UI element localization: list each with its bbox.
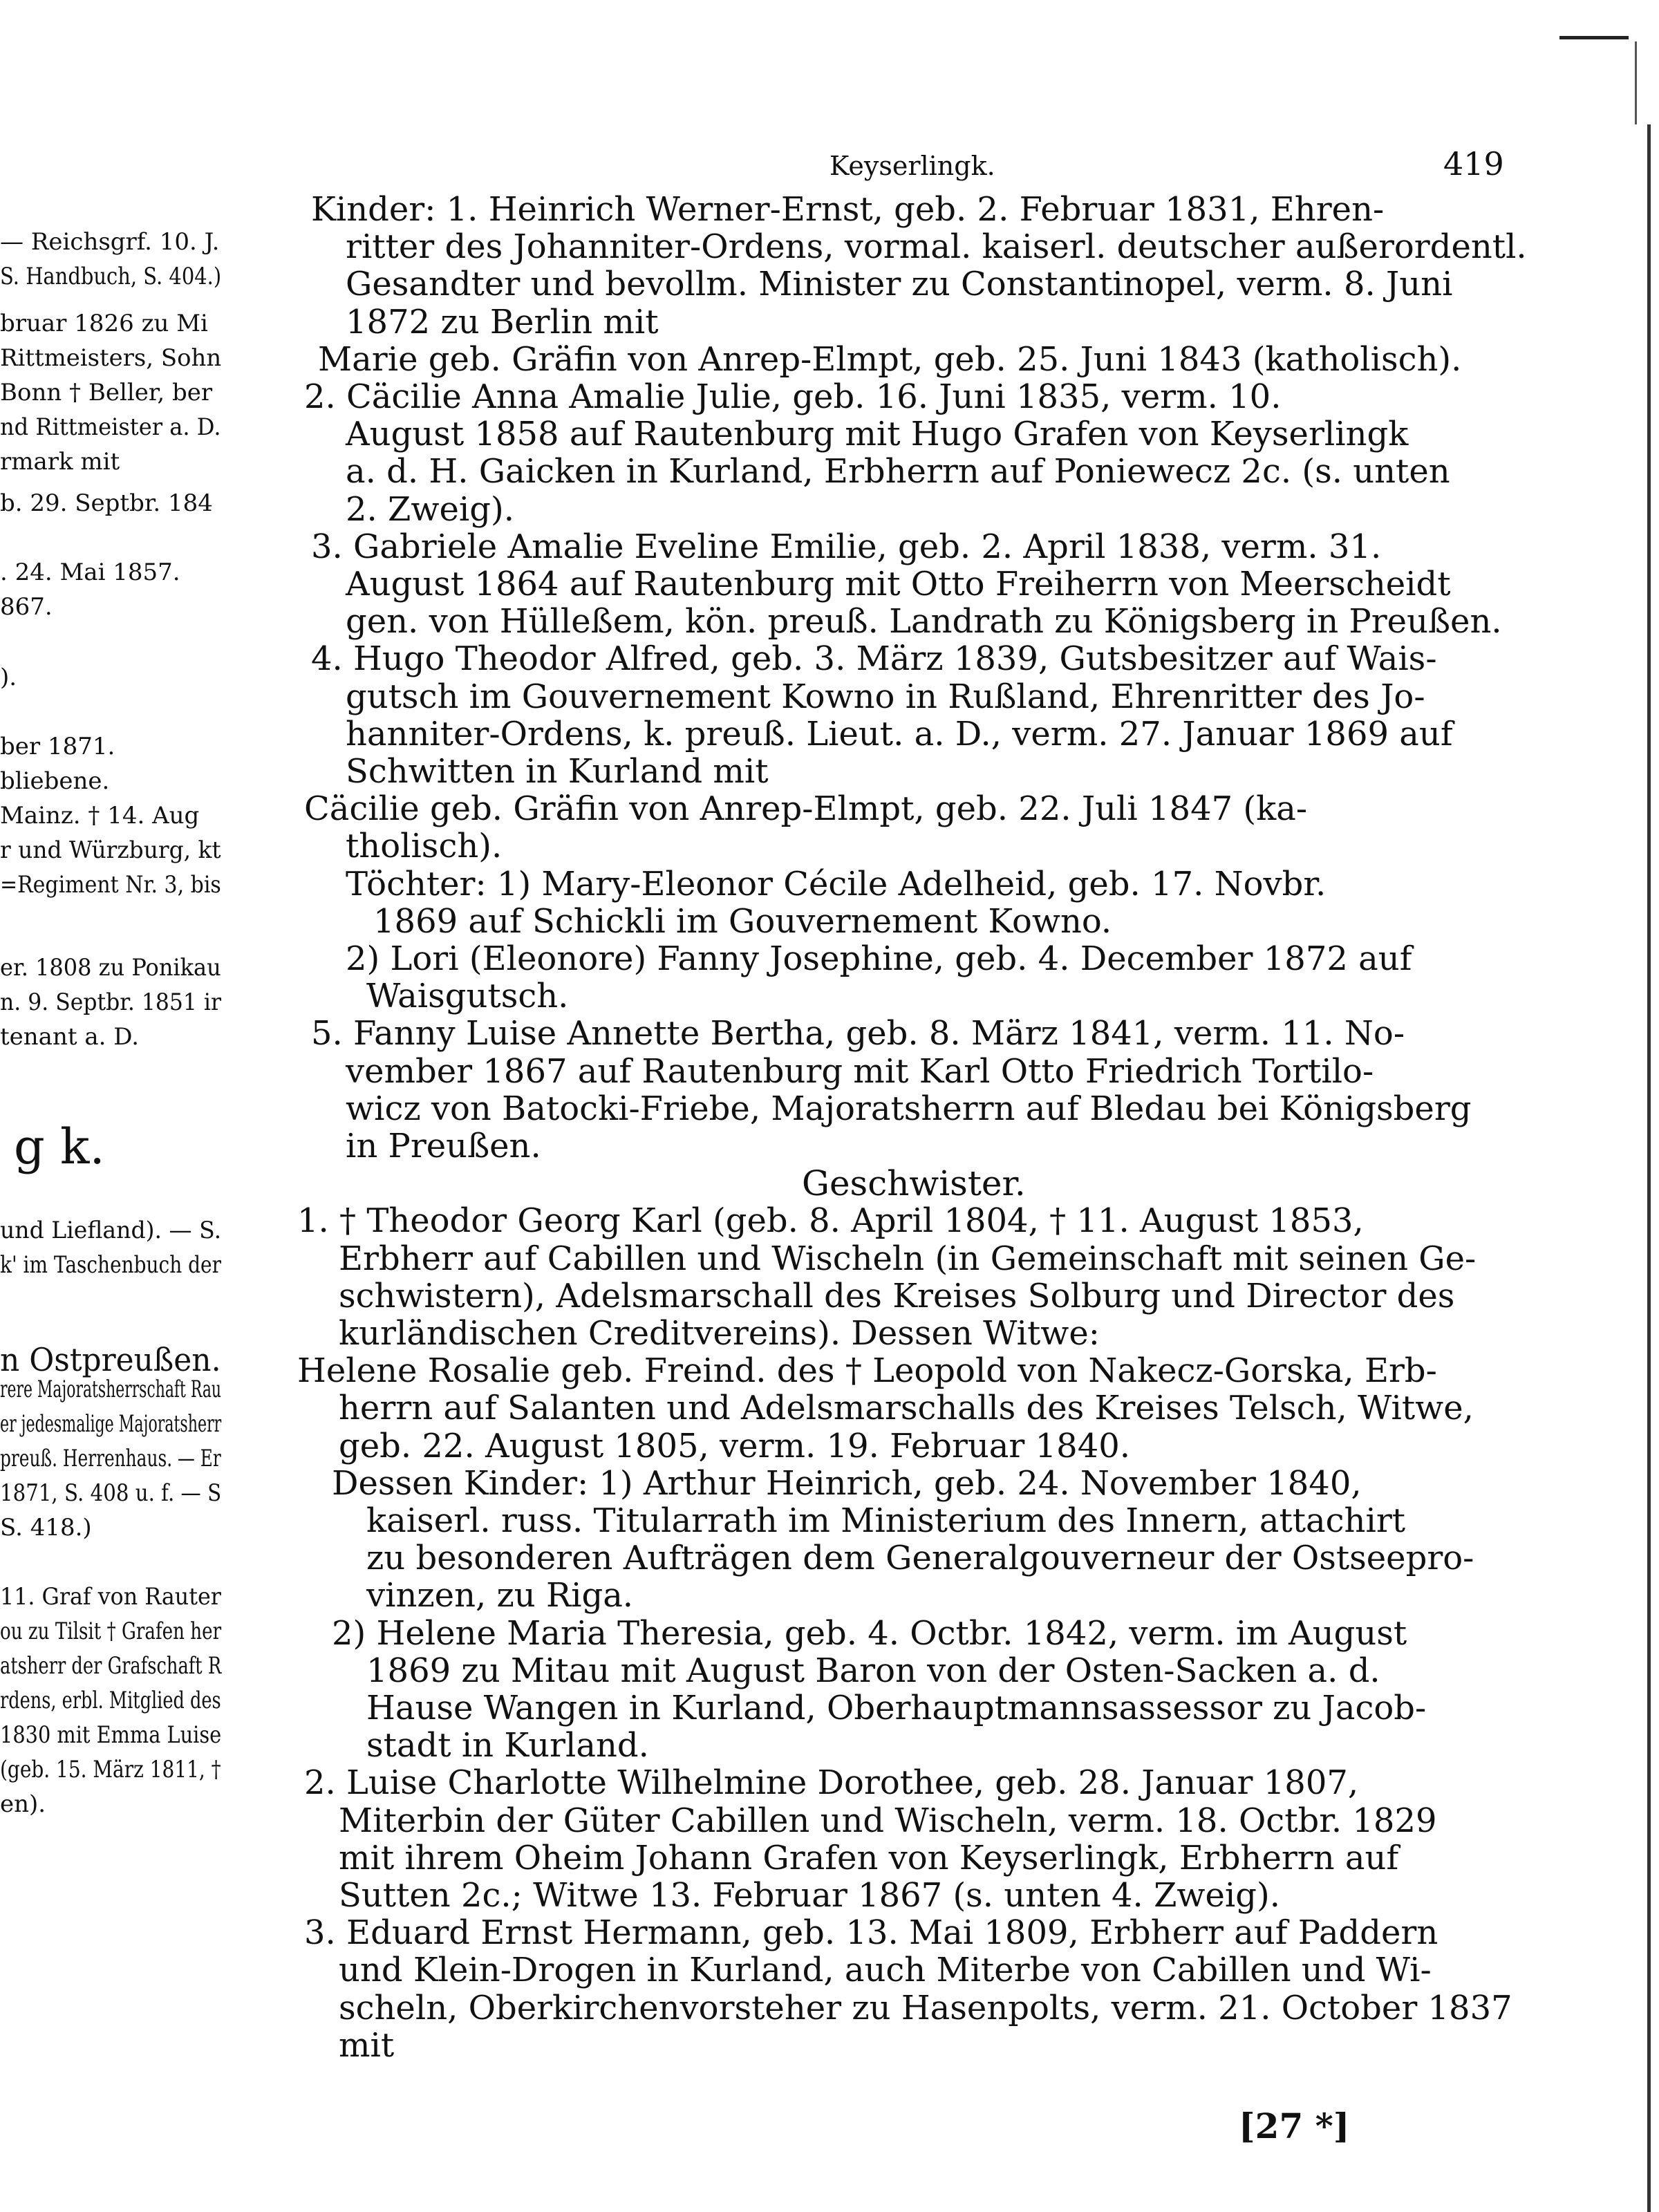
text-line: Hause Wangen in Kurland, Oberhauptmannsassessor zu Jacob- xyxy=(366,1689,1427,1727)
text-line: Gesandter und bevollm. Minister zu Constantinopel, verm. 8. Juni xyxy=(346,265,1453,303)
text-line: Schwitten in Kurland mit xyxy=(346,752,769,791)
text-line: 3. Gabriele Amalie Eveline Emilie, geb. 2. April 1838, verm. 31. xyxy=(311,527,1382,566)
previous-page-line: n. 9. Septbr. 1851 ir xyxy=(0,988,221,1016)
signature-mark: [27 *] xyxy=(1239,2106,1350,2146)
text-line: kurländischen Creditvereins). Dessen Witwe: xyxy=(339,1314,1100,1353)
previous-page-line: Mainz. † 14. Aug xyxy=(0,802,200,830)
text-line: August 1858 auf Rautenburg mit Hugo Grafen von Keyserlingk xyxy=(346,415,1409,453)
text-line: wicz von Batocki-Friebe, Majoratsherrn auf Bledau bei Königsberg xyxy=(346,1089,1472,1128)
text-line: vinzen, zu Riga. xyxy=(366,1576,634,1615)
previous-page-line: Rittmeisters, Sohn xyxy=(0,344,222,372)
text-line: Dessen Kinder: 1) Arthur Heinrich, geb. 24. November 1840, xyxy=(332,1464,1362,1503)
previous-page-line: er. 1808 zu Ponikau xyxy=(0,954,221,982)
text-line: vember 1867 auf Rautenburg mit Karl Otto Friedrich Tortilo- xyxy=(346,1052,1374,1091)
text-line: mit ihrem Oheim Johann Grafen von Keyserlingk, Erbherrn auf xyxy=(339,1839,1399,1877)
text-line: August 1864 auf Rautenburg mit Otto Freiherrn von Meerscheidt xyxy=(346,565,1451,603)
text-line: ritter des Johanniter-Ordens, vormal. kaiserl. deutscher außerordentl. xyxy=(346,227,1527,266)
previous-page-line: n Ostpreußen. xyxy=(0,1341,221,1378)
previous-page-line: 11. Graf von Rauter xyxy=(0,1583,221,1611)
text-line: 1869 zu Mitau mit August Baron von der Osten-Sacken a. d. xyxy=(366,1651,1380,1690)
previous-page-line: ou zu Tilsit † Grafen her xyxy=(0,1618,222,1645)
previous-page-line: =Regiment Nr. 3, bis xyxy=(0,871,221,899)
previous-page-line: 1830 mit Emma Luise xyxy=(0,1721,222,1749)
previous-page-line: — Reichsgrf. 10. J. xyxy=(0,228,220,256)
text-line: Marie geb. Gräfin von Anrep-Elmpt, geb. 25. Juni 1843 (katholisch). xyxy=(318,340,1462,379)
text-line: Töchter: 1) Mary-Eleonor Cécile Adelheid, geb. 17. Novbr. xyxy=(346,865,1327,903)
previous-page-line: S. 418.) xyxy=(0,1514,92,1541)
previous-page-line: ber 1871. xyxy=(0,733,115,760)
previous-page-line: rdens, erbl. Mitglied des xyxy=(0,1687,221,1714)
text-line: scheln, Oberkirchenvorsteher zu Hasenpolts, verm. 21. October 1837 xyxy=(339,1989,1512,2027)
previous-page-line: tenant a. D. xyxy=(0,1023,140,1051)
text-line: Erbherr auf Cabillen und Wischeln (in Gemeinschaft mit seinen Ge- xyxy=(339,1239,1477,1278)
text-line: 2) Lori (Eleonore) Fanny Josephine, geb. 4. December 1872 auf xyxy=(346,939,1412,978)
previous-page-line: er jedesmalige Majoratsherr xyxy=(0,1410,222,1438)
previous-page-line: nd Rittmeister a. D. xyxy=(0,413,221,441)
previous-page-line: atsherr der Grafschaft R xyxy=(0,1652,222,1680)
text-line: hanniter-Ordens, k. preuß. Lieut. a. D., verm. 27. Januar 1869 auf xyxy=(346,715,1453,753)
running-head: Keyserlingk. xyxy=(830,151,995,181)
previous-page-line: (geb. 15. März 1811, † xyxy=(0,1756,221,1783)
text-line: mit xyxy=(339,2026,395,2065)
previous-page-line: k' im Taschenbuch der xyxy=(0,1251,221,1279)
text-line: zu besonderen Aufträgen dem Generalgouverneur der Ostseepro- xyxy=(366,1539,1474,1577)
text-line: gen. von Hülleßem, kön. preuß. Landrath zu Königsberg in Preußen. xyxy=(346,602,1502,641)
text-line: 1869 auf Schickli im Gouvernement Kowno. xyxy=(373,902,1112,941)
text-line: in Preußen. xyxy=(346,1127,541,1165)
text-line: gutsch im Gouvernement Kowno in Rußland, Ehrenritter des Jo- xyxy=(346,677,1425,716)
previous-page-line: rmark mit xyxy=(0,448,120,476)
text-line: 2. Zweig). xyxy=(346,490,514,529)
text-line: Miterbin der Güter Cabillen und Wischeln, verm. 18. Octbr. 1829 xyxy=(339,1801,1437,1840)
text-line: Kinder: 1. Heinrich Werner-Ernst, geb. 2. Februar 1831, Ehren- xyxy=(311,190,1385,229)
text-line: 2. Cäcilie Anna Amalie Julie, geb. 16. Juni 1835, verm. 10. xyxy=(304,377,1282,416)
previous-page-line: en). xyxy=(0,1790,46,1818)
text-line: a. d. H. Gaicken in Kurland, Erbherrn auf Poniewecz 2c. (s. unten xyxy=(346,452,1450,491)
text-line: 5. Fanny Luise Annette Bertha, geb. 8. März 1841, verm. 11. No- xyxy=(311,1014,1405,1053)
text-line: 3. Eduard Ernst Hermann, geb. 13. Mai 1809, Erbherr auf Paddern xyxy=(304,1913,1438,1952)
previous-page-line: . 24. Mai 1857. xyxy=(0,559,180,586)
text-line: schwistern), Adelsmarschall des Kreises Solburg und Director des xyxy=(339,1277,1455,1315)
previous-page-line: und Liefland). — S. xyxy=(0,1217,222,1244)
text-line: tholisch). xyxy=(346,827,503,865)
text-line: 2. Luise Charlotte Wilhelmine Dorothee, geb. 28. Januar 1807, xyxy=(304,1763,1359,1802)
text-line: Sutten 2c.; Witwe 13. Februar 1867 (s. unten 4. Zweig). xyxy=(339,1876,1280,1915)
text-line: stadt in Kurland. xyxy=(366,1726,649,1765)
previous-page-line: ). xyxy=(0,664,17,691)
previous-page-line: Bonn † Beller, ber xyxy=(0,379,213,406)
previous-page-line: 867. xyxy=(0,593,53,621)
text-line: 1. † Theodor Georg Karl (geb. 8. April 1804, † 11. August 1853, xyxy=(297,1201,1364,1240)
text-line: herrn auf Salanten und Adelsmarschalls des Kreises Telsch, Witwe, xyxy=(339,1389,1474,1427)
previous-page-line: b. 29. Septbr. 184 xyxy=(0,489,213,517)
previous-page-line: rere Majoratsherrschaft Rau xyxy=(0,1376,222,1403)
text-line: 4. Hugo Theodor Alfred, geb. 3. März 1839, Gutsbesitzer auf Wais- xyxy=(311,639,1437,678)
text-line: Helene Rosalie geb. Freind. des † Leopold von Nakecz-Gorska, Erb- xyxy=(297,1351,1437,1390)
previous-page-line: g k. xyxy=(14,1118,105,1175)
section-heading: Geschwister. xyxy=(802,1163,1026,1203)
text-line: 1872 zu Berlin mit xyxy=(346,303,659,341)
previous-page-line: S. Handbuch, S. 404.) xyxy=(0,263,222,290)
text-line: 2) Helene Maria Theresia, geb. 4. Octbr. 1842, verm. im August xyxy=(332,1614,1407,1653)
text-line: kaiserl. russ. Titularrath im Ministerium des Innern, attachirt xyxy=(366,1501,1406,1540)
previous-page-line: preuß. Herrenhaus. — Er xyxy=(0,1445,221,1472)
previous-page-line: 1871, S. 408 u. f. — S xyxy=(0,1479,222,1507)
text-line: geb. 22. August 1805, verm. 19. Februar 1840. xyxy=(339,1427,1131,1465)
previous-page-line: bruar 1826 zu Mi xyxy=(0,310,208,337)
previous-page-line: bliebene. xyxy=(0,767,110,795)
previous-page-line: r und Würzburg, kt xyxy=(0,836,221,864)
text-line: Cäcilie geb. Gräfin von Anrep-Elmpt, geb. 22. Juli 1847 (ka- xyxy=(304,789,1308,828)
text-line: Waisgutsch. xyxy=(366,977,569,1015)
page-number: 419 xyxy=(1443,145,1504,182)
text-line: und Klein-Drogen in Kurland, auch Miterbe von Cabillen und Wi- xyxy=(339,1951,1432,1989)
